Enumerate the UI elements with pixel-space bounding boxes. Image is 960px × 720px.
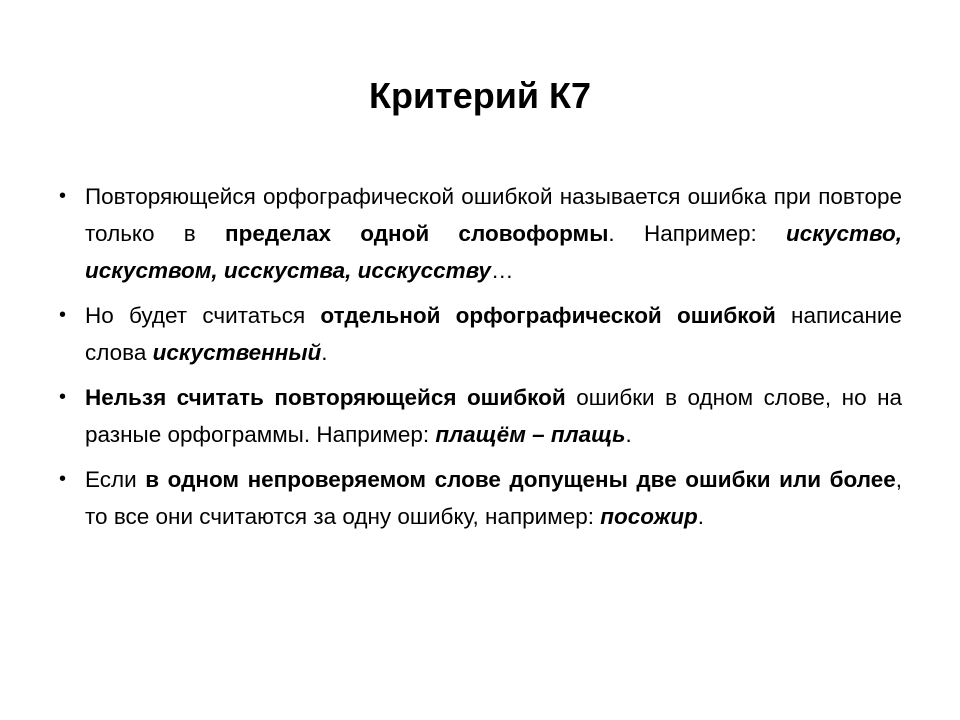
bold-italic-text-segment: искуство, искуством, исскуства, исскусству: [85, 221, 902, 283]
text-segment: …: [490, 258, 514, 283]
bold-text-segment: в одном непроверяемом слове допущены две ошибки или более: [145, 467, 896, 492]
bullet-marker: •: [59, 304, 67, 326]
bullet-list: [57, 178, 902, 543]
bullet-marker: •: [59, 185, 67, 207]
bullet-item: [57, 379, 902, 453]
bold-italic-text-segment: искуственный: [152, 340, 322, 365]
text-segment: , то все они считаются за одну ошибку, например:: [85, 467, 902, 529]
bold-text-segment: отдельной орфографической ошибкой: [320, 303, 776, 328]
bullet-item: [57, 297, 902, 371]
text-segment: ошибки в одном слове, но на разные орфограммы. Например:: [85, 385, 903, 447]
bold-italic-text-segment: плащём – плащь: [435, 422, 626, 447]
text-segment: .: [321, 340, 328, 365]
text-segment: .: [625, 422, 632, 447]
bold-italic-text-segment: посожир: [600, 504, 698, 529]
text-segment: .: [697, 504, 705, 529]
bullet-marker: •: [59, 386, 67, 408]
text-segment: . Например:: [608, 221, 786, 246]
bullet-item: [57, 178, 902, 289]
bullet-item: [57, 461, 902, 535]
text-segment: написание слова: [85, 303, 902, 365]
text-segment: Повторяющейся орфографической ошибкой называется ошибка при повторе только в: [85, 184, 902, 246]
bullet-marker: •: [59, 468, 67, 490]
bold-text-segment: пределах одной словоформы: [225, 221, 609, 246]
slide-title: Критерий К7: [369, 75, 591, 116]
text-segment: Если: [85, 467, 146, 492]
text-segment: Но будет считаться: [85, 303, 321, 328]
bold-text-segment: Нельзя считать повторяющейся ошибкой: [85, 385, 566, 410]
